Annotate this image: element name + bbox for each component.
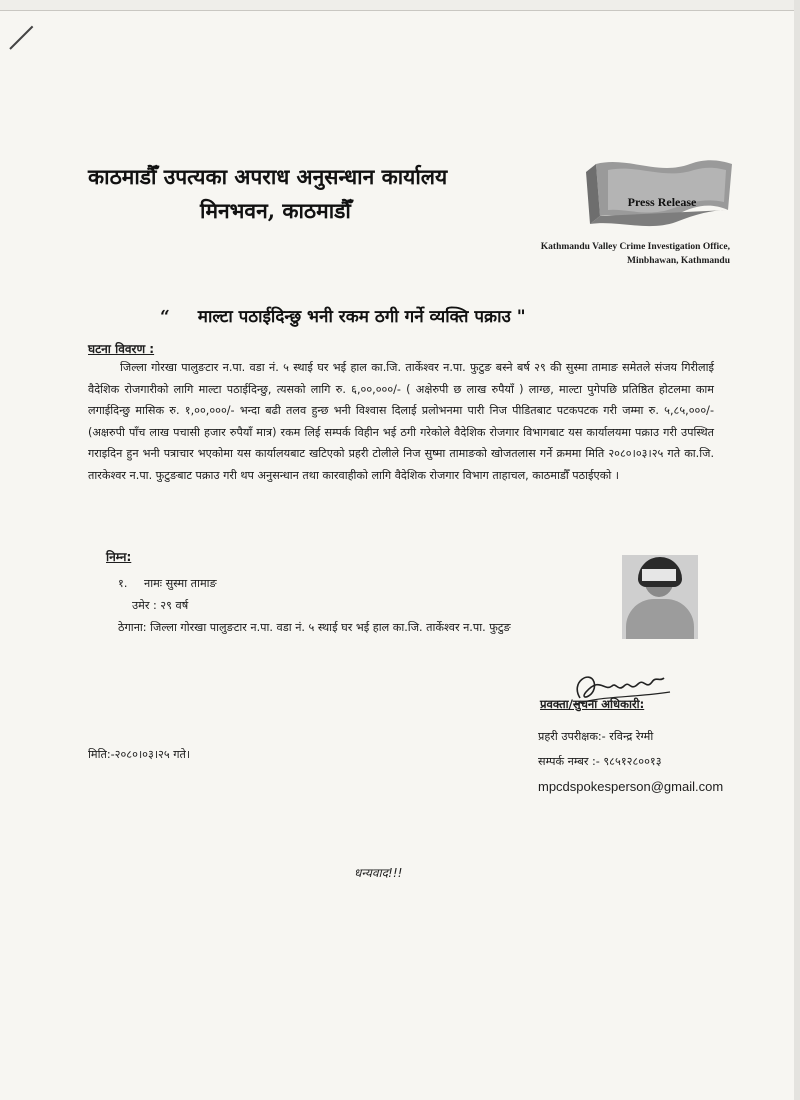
office-title-line1: काठमाडौँ उपत्यका अपराध अनुसन्धान कार्यालय xyxy=(88,164,448,189)
official-contact: सम्पर्क नम्बर :- ९८५१२८००१३ xyxy=(538,755,662,768)
press-headline xyxy=(160,304,680,327)
headline-open-quote: “ xyxy=(160,307,170,327)
incident-label: घटना विवरण : xyxy=(88,342,155,356)
office-title-line2: मिनभवन, काठमाडौँ xyxy=(200,198,351,223)
scan-top-edge xyxy=(0,0,800,11)
person-age: उमेर : २९ वर्ष xyxy=(132,599,189,612)
scan-right-edge xyxy=(794,0,800,1100)
headline-text: माल्टा पठाईदिन्छु भनी रकम ठगी गर्ने व्यक्ति पक्राउ " xyxy=(197,307,526,327)
person-address: ठेगाना: जिल्ला गोरखा पालुङटार न.पा. वडा नं. ५ स्थाई घर भई हाल का.जि. तार्केश्वर न.पा. फुटुङ xyxy=(118,621,511,634)
office-title xyxy=(88,160,558,228)
official-title: प्रवक्ता/सुचना अधिकारी: xyxy=(540,697,645,711)
office-english xyxy=(520,240,730,268)
arrested-label: निम्न: xyxy=(106,550,132,564)
official-rank-name: प्रहरी उपरीक्षक:- रविन्द्र रेग्मी xyxy=(538,730,654,743)
pen-mark xyxy=(9,26,33,50)
office-english-line1: Kathmandu Valley Crime Investigation Office, xyxy=(540,242,730,252)
office-english-line2: Minbhawan, Kathmandu xyxy=(627,256,730,266)
arrested-person xyxy=(118,573,511,639)
press-release-label: Press Release xyxy=(627,195,697,209)
official-email: mpcdspokesperson@gmail.com xyxy=(538,779,724,794)
closing-thanks: धन्यवाद!!! xyxy=(354,866,403,880)
person-name: नामः सुस्मा तामाङ xyxy=(144,577,217,590)
official-details xyxy=(538,724,723,799)
release-date: मिति:-२०८०।०३।२५ गते। xyxy=(88,748,191,761)
person-number: १. xyxy=(118,577,128,590)
incident-body: जिल्ला गोरखा पालुङटार न.पा. वडा नं. ५ स्थाई घर भई हाल का.जि. तार्केश्वर न.पा. फुटुङ बस्ने बर्ष २९ की सुस्मा तामाङ समेतले संजय गिरीलाई वैदेशिक रोजगारीको लागि माल्टा पठाईदिन्छु, त्यसको लागि रु. ६,००,०००/- ( अक्षेरुपी छ लाख रुपैयाँ ) लाग्छ, माल्टा पुगेपछि प्रतिष्ठित होटलमा काम लगाईदिन्छु मासिक रु. १,००,०००/- भन्दा बढी तलव हुन्छ भनी विश्वास दिलाई प्रलोभनमा पारी निज पीडितबाट पटकपटक गरी जम्मा रु. ५,८५,०००/- (अक्षरुपी पाँच लाख पचासी हजार रुपैयाँ मात्र) रकम लिई सम्पर्क विहीन भई ठगी गरेकोले वैदेशिक रोजगार विभागबाट यस कार्यालयमा पक्राउ गरी उपस्थित गराइदिन हुन भनी पत्राचार भएकोमा यस कार्यालयबाट खटिएको प्रहरी टोलीले निज सुष्मा तामाङको खोजतलास गर्ने क्रममा मिति २०८०।०३।२५ गते का.जि. तारकेश्वर न.पा. फुटुङबाट पक्राउ गरी थप अनुसन्धान तथा कारवाहीको लागि वैदेशिक रोजगार विभाग ताहाचल, काठमाडौँ पठाईएको । xyxy=(88,361,714,482)
suspect-photo xyxy=(622,555,698,639)
